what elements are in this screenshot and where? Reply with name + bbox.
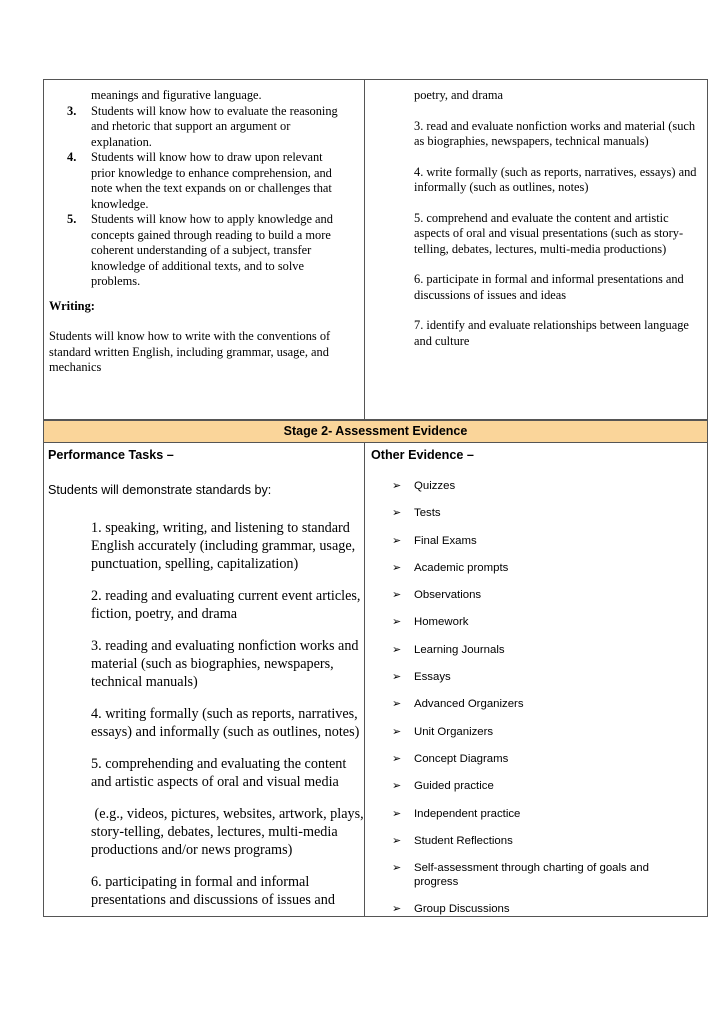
arrow-bullet-icon: ➢ [392, 752, 402, 765]
assessment-table [43, 442, 708, 917]
standard-line: note when the text expands on or challenges that [91, 181, 332, 195]
standard-continuation: meanings and figurative language. [91, 88, 262, 102]
standards-list [49, 104, 359, 290]
arrow-bullet-icon: ➢ [392, 862, 402, 875]
evidence-label: Unit Organizers [414, 725, 494, 738]
standard-line: and rhetoric that support an argument or [91, 119, 291, 133]
standard-line: concepts gained through reading to build a more [91, 227, 331, 242]
evidence-label: Essays [414, 671, 451, 684]
evidence-label: Independent practice [414, 807, 521, 820]
objective-item: 7. identify and evaluate relationships between language and culture [414, 318, 689, 348]
arrow-bullet-icon: ➢ [392, 834, 402, 847]
objective-item: 5. comprehend and evaluate the content and artistic aspects of oral and visual presentations (such as story-telling, debates, lectures, multi-media productions) [414, 210, 684, 256]
evidence-label: Learning Journals [414, 643, 505, 656]
performance-task: 6. participating in formal and informal presentations and discussions of issues and [91, 874, 335, 908]
evidence-label: Academic prompts [414, 561, 509, 574]
arrow-bullet-icon: ➢ [392, 780, 402, 793]
standard-number: 3. [67, 103, 77, 118]
evidence-label: Group Discussions [414, 903, 510, 916]
arrow-bullet-icon: ➢ [392, 807, 402, 820]
objective-item: 4. write formally (such as reports, narratives, essays) and informally (such as outlines, notes) [414, 164, 697, 194]
standard-line: coherent understanding of a subject, transfer [91, 243, 312, 257]
evidence-item [392, 779, 692, 793]
evidence-label: Quizzes [414, 480, 456, 492]
arrow-bullet-icon: ➢ [392, 589, 402, 602]
evidence-item [392, 615, 692, 629]
standard-line: problems. [91, 274, 141, 288]
arrow-bullet-icon: ➢ [392, 725, 402, 738]
performance-tasks-heading: Performance Tasks – [48, 448, 174, 462]
standard-line: Students will know how to apply knowledge and [91, 212, 333, 226]
evidence-item [392, 752, 692, 766]
other-evidence-heading: Other Evidence – [371, 448, 474, 462]
evidence-item [392, 725, 692, 739]
standard-item [49, 212, 359, 290]
arrow-bullet-icon: ➢ [392, 561, 402, 574]
objective-item: 3. read and evaluate nonfiction works and material (such as biographies, newspapers, technical manuals) [414, 118, 696, 148]
evidence-label: Observations [414, 589, 482, 602]
objective-item: 6. participate in formal and informal presentations and discussions of issues and ideas [414, 272, 684, 302]
arrow-bullet-icon: ➢ [392, 903, 402, 916]
evidence-item [392, 807, 692, 821]
writing-text: Students will know how to write with the conventions of standard written English, including grammar, usage, and mechanics [49, 329, 331, 374]
arrow-bullet-icon: ➢ [392, 671, 402, 684]
arrow-bullet-icon: ➢ [392, 698, 402, 711]
standard-line: Students will know how to draw upon relevant [91, 150, 323, 164]
performance-task: 3. reading and evaluating nonfiction works and material (such as biographies, newspapers, technical manuals) [91, 638, 359, 690]
evidence-item [392, 588, 692, 602]
performance-task: 2. reading and evaluating current event articles, fiction, poetry, and drama [91, 588, 361, 622]
evidence-item [392, 670, 692, 684]
evidence-label: Student Reflections [414, 834, 513, 847]
arrow-bullet-icon: ➢ [392, 507, 402, 520]
standards-table [43, 79, 708, 420]
standard-line: explanation. [91, 134, 152, 149]
standard-line: prior knowledge to enhance comprehension, and [91, 165, 332, 180]
stage-2-header: Stage 2- Assessment Evidence [43, 420, 708, 443]
evidence-item [392, 697, 692, 711]
standards-left-cell [49, 88, 359, 376]
standard-line: Students will know how to evaluate the reasoning [91, 103, 338, 118]
other-evidence-list [392, 479, 692, 930]
evidence-label: Concept Diagrams [414, 752, 509, 765]
evidence-item [392, 861, 692, 889]
arrow-bullet-icon: ➢ [392, 643, 402, 656]
performance-task: 4. writing formally (such as reports, narratives, essays) and informally (such as outlines, notes) [91, 706, 360, 740]
standard-item [49, 150, 359, 212]
evidence-item [392, 561, 692, 575]
evidence-item [392, 506, 692, 520]
performance-task: 5. comprehending and evaluating the content and artistic aspects of oral and visual media [91, 756, 347, 790]
evidence-label: Guided practice [414, 780, 494, 793]
standard-number: 4. [67, 150, 77, 164]
evidence-item [392, 479, 692, 493]
evidence-label: Tests [414, 507, 441, 520]
evidence-item [392, 834, 692, 848]
standards-right-cell [414, 88, 704, 364]
evidence-label: Final Exams [414, 534, 477, 547]
standard-item [49, 104, 359, 151]
evidence-label: Homework [414, 616, 469, 629]
arrow-bullet-icon: ➢ [392, 616, 402, 629]
evidence-item [392, 643, 692, 657]
arrow-bullet-icon: ➢ [392, 534, 402, 547]
performance-task: (e.g., videos, pictures, websites, artwork, plays, story-telling, debates, lectures, multi-media productions and/or news programs) [91, 806, 368, 858]
evidence-label: Self-assessment through charting of goals and progress [414, 862, 649, 889]
writing-heading: Writing: [49, 298, 95, 313]
standard-line: knowledge. [91, 196, 149, 211]
arrow-bullet-icon: ➢ [392, 480, 402, 492]
column-divider [364, 80, 365, 419]
objective-item: poetry, and drama [414, 88, 503, 102]
standard-line: knowledge of additional texts, and to solve [91, 258, 305, 273]
standard-number: 5. [67, 212, 77, 226]
performance-task: 1. speaking, writing, and listening to standard English accurately (including grammar, usage, punctuation, spelling, capitalization) [91, 520, 356, 572]
performance-task-list [91, 519, 366, 923]
performance-intro: Students will demonstrate standards by: [48, 483, 272, 497]
evidence-item [392, 534, 692, 548]
evidence-label: Advanced Organizers [414, 698, 524, 711]
evidence-item [392, 902, 692, 916]
